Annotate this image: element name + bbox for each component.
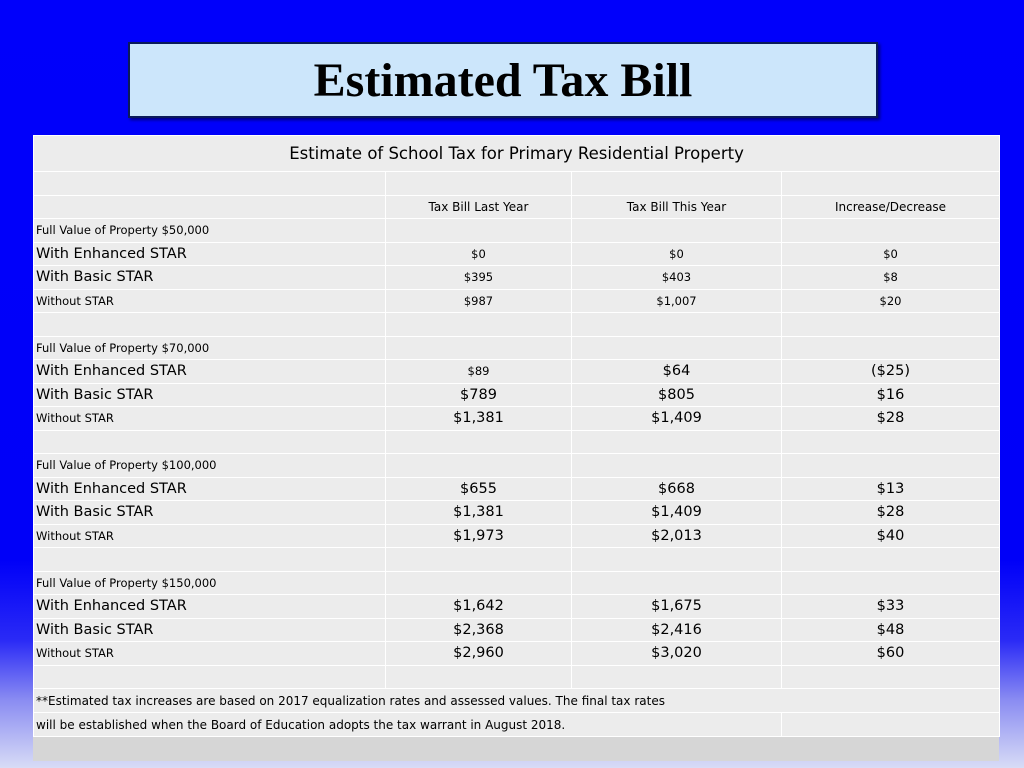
row-label: With Basic STAR [34,266,386,290]
row-label: Without STAR [34,289,386,313]
cell-this-year: $403 [572,266,782,290]
tax-table-container [33,135,999,761]
table-row [34,477,1000,501]
cell-last-year: $2,960 [386,642,572,666]
cell-last-year: $1,381 [386,407,572,431]
group-label: Full Value of Property $70,000 [34,336,386,360]
footnote-row [34,689,1000,713]
spacer-row [34,548,1000,572]
cell-this-year: $1,409 [572,407,782,431]
cell-last-year: $1,973 [386,524,572,548]
cell-this-year: $1,675 [572,595,782,619]
row-label: With Enhanced STAR [34,595,386,619]
cell-this-year: $0 [572,242,782,266]
row-label: Without STAR [34,524,386,548]
table-row [34,407,1000,431]
cell-change: $0 [782,242,1000,266]
cell-this-year: $1,007 [572,289,782,313]
cell-last-year: $1,381 [386,501,572,525]
cell-last-year: $89 [386,360,572,384]
cell-change: $33 [782,595,1000,619]
group-label: Full Value of Property $100,000 [34,454,386,478]
cell-change: $60 [782,642,1000,666]
row-label: With Basic STAR [34,501,386,525]
table-row [34,642,1000,666]
spacer-row [34,313,1000,337]
column-header-last-year: Tax Bill Last Year [386,195,572,219]
group-header-row [34,454,1000,478]
cell-last-year: $0 [386,242,572,266]
group-header-row [34,219,1000,243]
table-row [34,618,1000,642]
cell-last-year: $1,642 [386,595,572,619]
cell-this-year: $3,020 [572,642,782,666]
table-row [34,524,1000,548]
cell-this-year: $1,409 [572,501,782,525]
title-box [128,42,878,118]
cell-change: $8 [782,266,1000,290]
table-row [34,360,1000,384]
cell-last-year: $395 [386,266,572,290]
table-row [34,266,1000,290]
cell-last-year: $987 [386,289,572,313]
table-row [34,242,1000,266]
row-label: With Basic STAR [34,618,386,642]
row-label: Without STAR [34,642,386,666]
footnote-row [34,713,1000,737]
spacer-row [34,665,1000,689]
cell-change: $28 [782,501,1000,525]
cell-change: $13 [782,477,1000,501]
table-caption: Estimate of School Tax for Primary Residential Property [34,136,1000,172]
cell-this-year: $805 [572,383,782,407]
caption-row [34,136,1000,172]
cell-this-year: $2,416 [572,618,782,642]
group-label: Full Value of Property $150,000 [34,571,386,595]
footnote-line-1: **Estimated tax increases are based on 2017 equalization rates and assessed values. The final tax rates [34,689,1000,713]
cell-change: $20 [782,289,1000,313]
group-header-row [34,336,1000,360]
row-label: With Enhanced STAR [34,360,386,384]
table-row [34,595,1000,619]
cell-change: $40 [782,524,1000,548]
spacer-row [34,430,1000,454]
table-row [34,501,1000,525]
header-row [34,195,1000,219]
cell-last-year: $655 [386,477,572,501]
cell-this-year: $668 [572,477,782,501]
row-label: With Enhanced STAR [34,242,386,266]
table-row [34,289,1000,313]
cell-this-year: $2,013 [572,524,782,548]
cell-change: $16 [782,383,1000,407]
page-title: Estimated Tax Bill [313,53,693,107]
table-row [34,383,1000,407]
footnote-line-2: will be established when the Board of Education adopts the tax warrant in August 2018. [34,713,782,737]
cell-this-year: $64 [572,360,782,384]
row-label: With Enhanced STAR [34,477,386,501]
row-label: Without STAR [34,407,386,431]
row-label: With Basic STAR [34,383,386,407]
cell-last-year: $2,368 [386,618,572,642]
spacer-row [34,172,1000,196]
column-header-change: Increase/Decrease [782,195,1000,219]
group-label: Full Value of Property $50,000 [34,219,386,243]
column-header-this-year: Tax Bill This Year [572,195,782,219]
cell-change: ($25) [782,360,1000,384]
group-header-row [34,571,1000,595]
cell-change: $48 [782,618,1000,642]
tax-table [33,135,1000,737]
cell-change: $28 [782,407,1000,431]
cell-last-year: $789 [386,383,572,407]
